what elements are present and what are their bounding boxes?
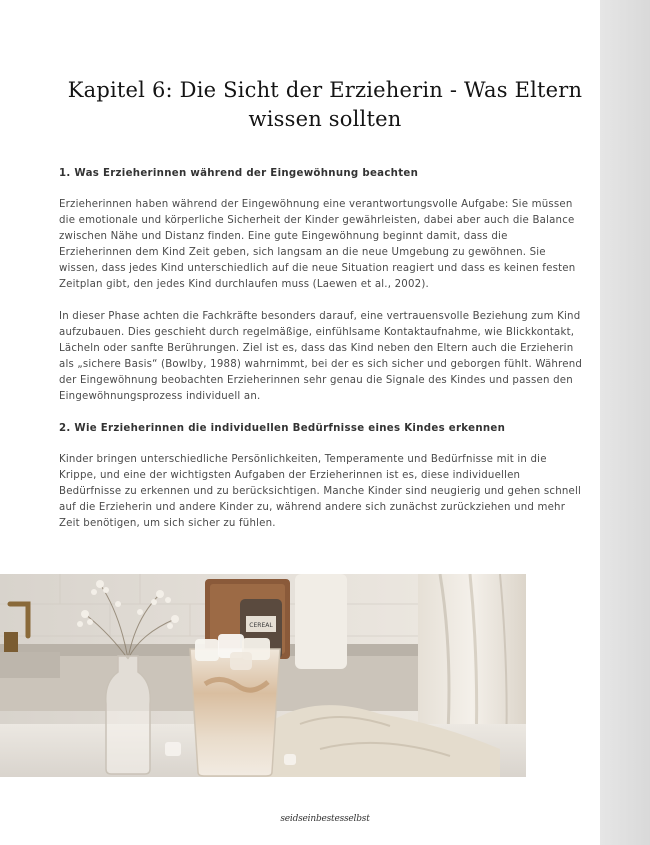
section-2-paragraph-1: Kinder bringen unterschiedliche Persönlichkeiten, Temperamente und Bedürfnisse mit in die Krippe, und eine der wichtigsten Aufgaben der Erzieherinnen ist es, diese individuellen Bedürfnisse zu erkennen und zu berücksichtigen. Manche Kinder sind neugierig und gehen schnell auf die Erzieherin und andere Kinder zu, während andere sich zunächst zurückziehen und mehr Zeit benötigen, um sich sicher zu fühlen. [59,454,582,529]
chapter-title: Kapitel 6: Die Sicht der Erzieherin - Was Eltern wissen sollten [67,78,583,131]
jar-label: CEREAL [249,622,273,629]
section-heading-1: 1. Was Erzieherinnen während der Eingewöhnung beachten [59,168,419,179]
section-1-paragraph-1: Erzieherinnen haben während der Eingewöhnung eine verantwortungsvolle Aufgabe: Sie müssen die emotionale und körperliche Sicherheit der Kinder gewährleisten, dabei aber auch die Balance zwischen Nähe und Distanz finden. Eine gute Eingewöhnung beginnt damit, dass die Erzieherinnen dem Kind Zeit geben, sich langsam an die neue Umgebung zu gewöhnen. Sie wissen, dass jedes Kind unterschiedlich auf die neue Situation reagiert und dass es keinen festen Zeitplan gibt, den jedes Kind durchlaufen muss (Laewen et al., 2002). [59,199,576,290]
kitchen-latte-photo [0,574,526,777]
chapter-content [59,166,584,548]
author-signature: seidseinbestesselbst [280,814,370,824]
page-edge-shadow [600,0,650,845]
section-1-paragraph-2: In dieser Phase achten die Fachkräfte besonders darauf, eine vertrauensvolle Beziehung zum Kind aufzubauen. Dies geschieht durch regelmäßige, einfühlsame Kontaktaufnahme, wie Blickkontakt, Lächeln oder sanfte Berührungen. Ziel ist es, dass das Kind neben den Eltern auch die Erzieherin als „sichere Basis“ (Bowlby, 1988) wahrnimmt, bei der es sich sicher und geborgen fühlt. Während der Eingewöhnung beobachten Erzieherinnen sehr genau die Signale des Kindes und passen den Eingewöhnungsprozess individuell an. [59,311,583,402]
section-heading-2: 2. Wie Erzieherinnen die individuellen Bedürfnisse eines Kindes erkennen [59,423,506,434]
